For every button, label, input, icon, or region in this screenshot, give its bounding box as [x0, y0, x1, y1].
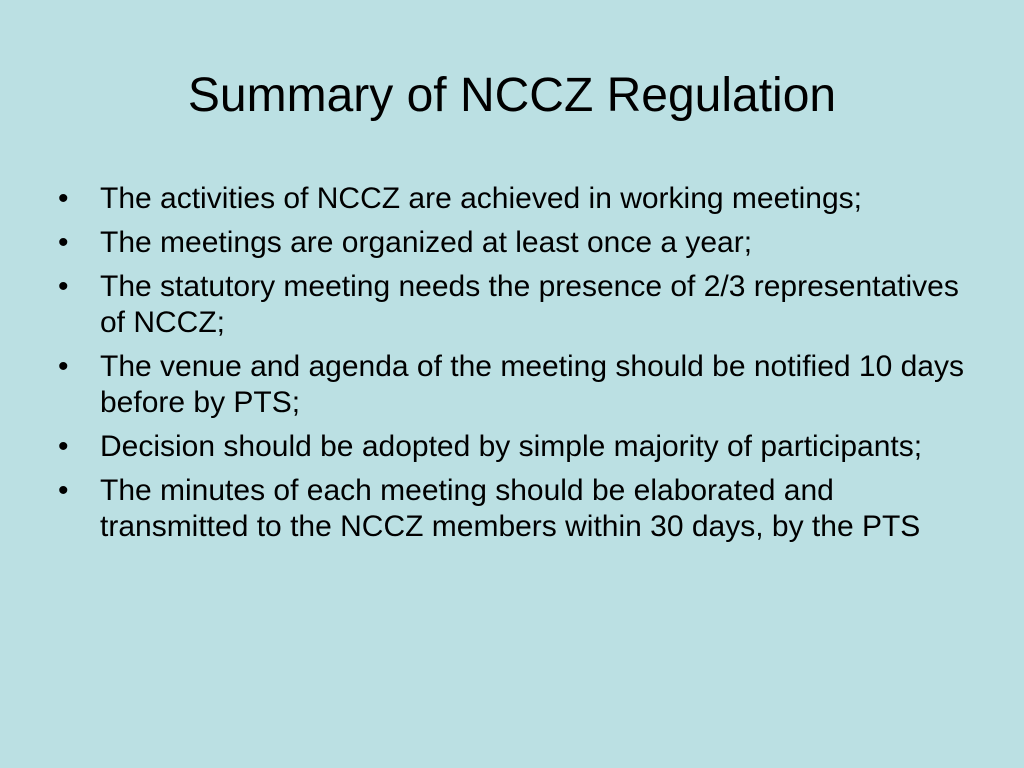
bullet-text: The minutes of each meeting should be elaborated and transmitted to the NCCZ members within 30 days, by the PTS	[100, 474, 921, 543]
bullet-item	[58, 349, 978, 421]
bullet-text: Decision should be adopted by simple majority of participants;	[100, 430, 923, 463]
bullet-dot-icon: •	[58, 474, 69, 507]
bullet-text: The activities of NCCZ are achieved in working meetings;	[100, 182, 862, 215]
bullet-item	[58, 473, 978, 545]
bullet-list	[58, 181, 978, 553]
bullet-text: The venue and agenda of the meeting should be notified 10 days before by PTS;	[100, 350, 964, 419]
bullet-dot-icon: •	[58, 182, 69, 215]
bullet-text: The statutory meeting needs the presence of 2/3 representatives of NCCZ;	[100, 270, 959, 339]
bullet-item	[58, 269, 978, 341]
bullet-dot-icon: •	[58, 430, 69, 463]
bullet-item	[58, 181, 978, 217]
slide-title: Summary of NCCZ Regulation	[187, 69, 837, 122]
bullet-dot-icon: •	[58, 270, 69, 303]
bullet-text: The meetings are organized at least once a year;	[100, 226, 753, 259]
bullet-dot-icon: •	[58, 350, 69, 383]
bullet-item	[58, 225, 978, 261]
bullet-dot-icon: •	[58, 226, 69, 259]
bullet-item	[58, 429, 978, 465]
